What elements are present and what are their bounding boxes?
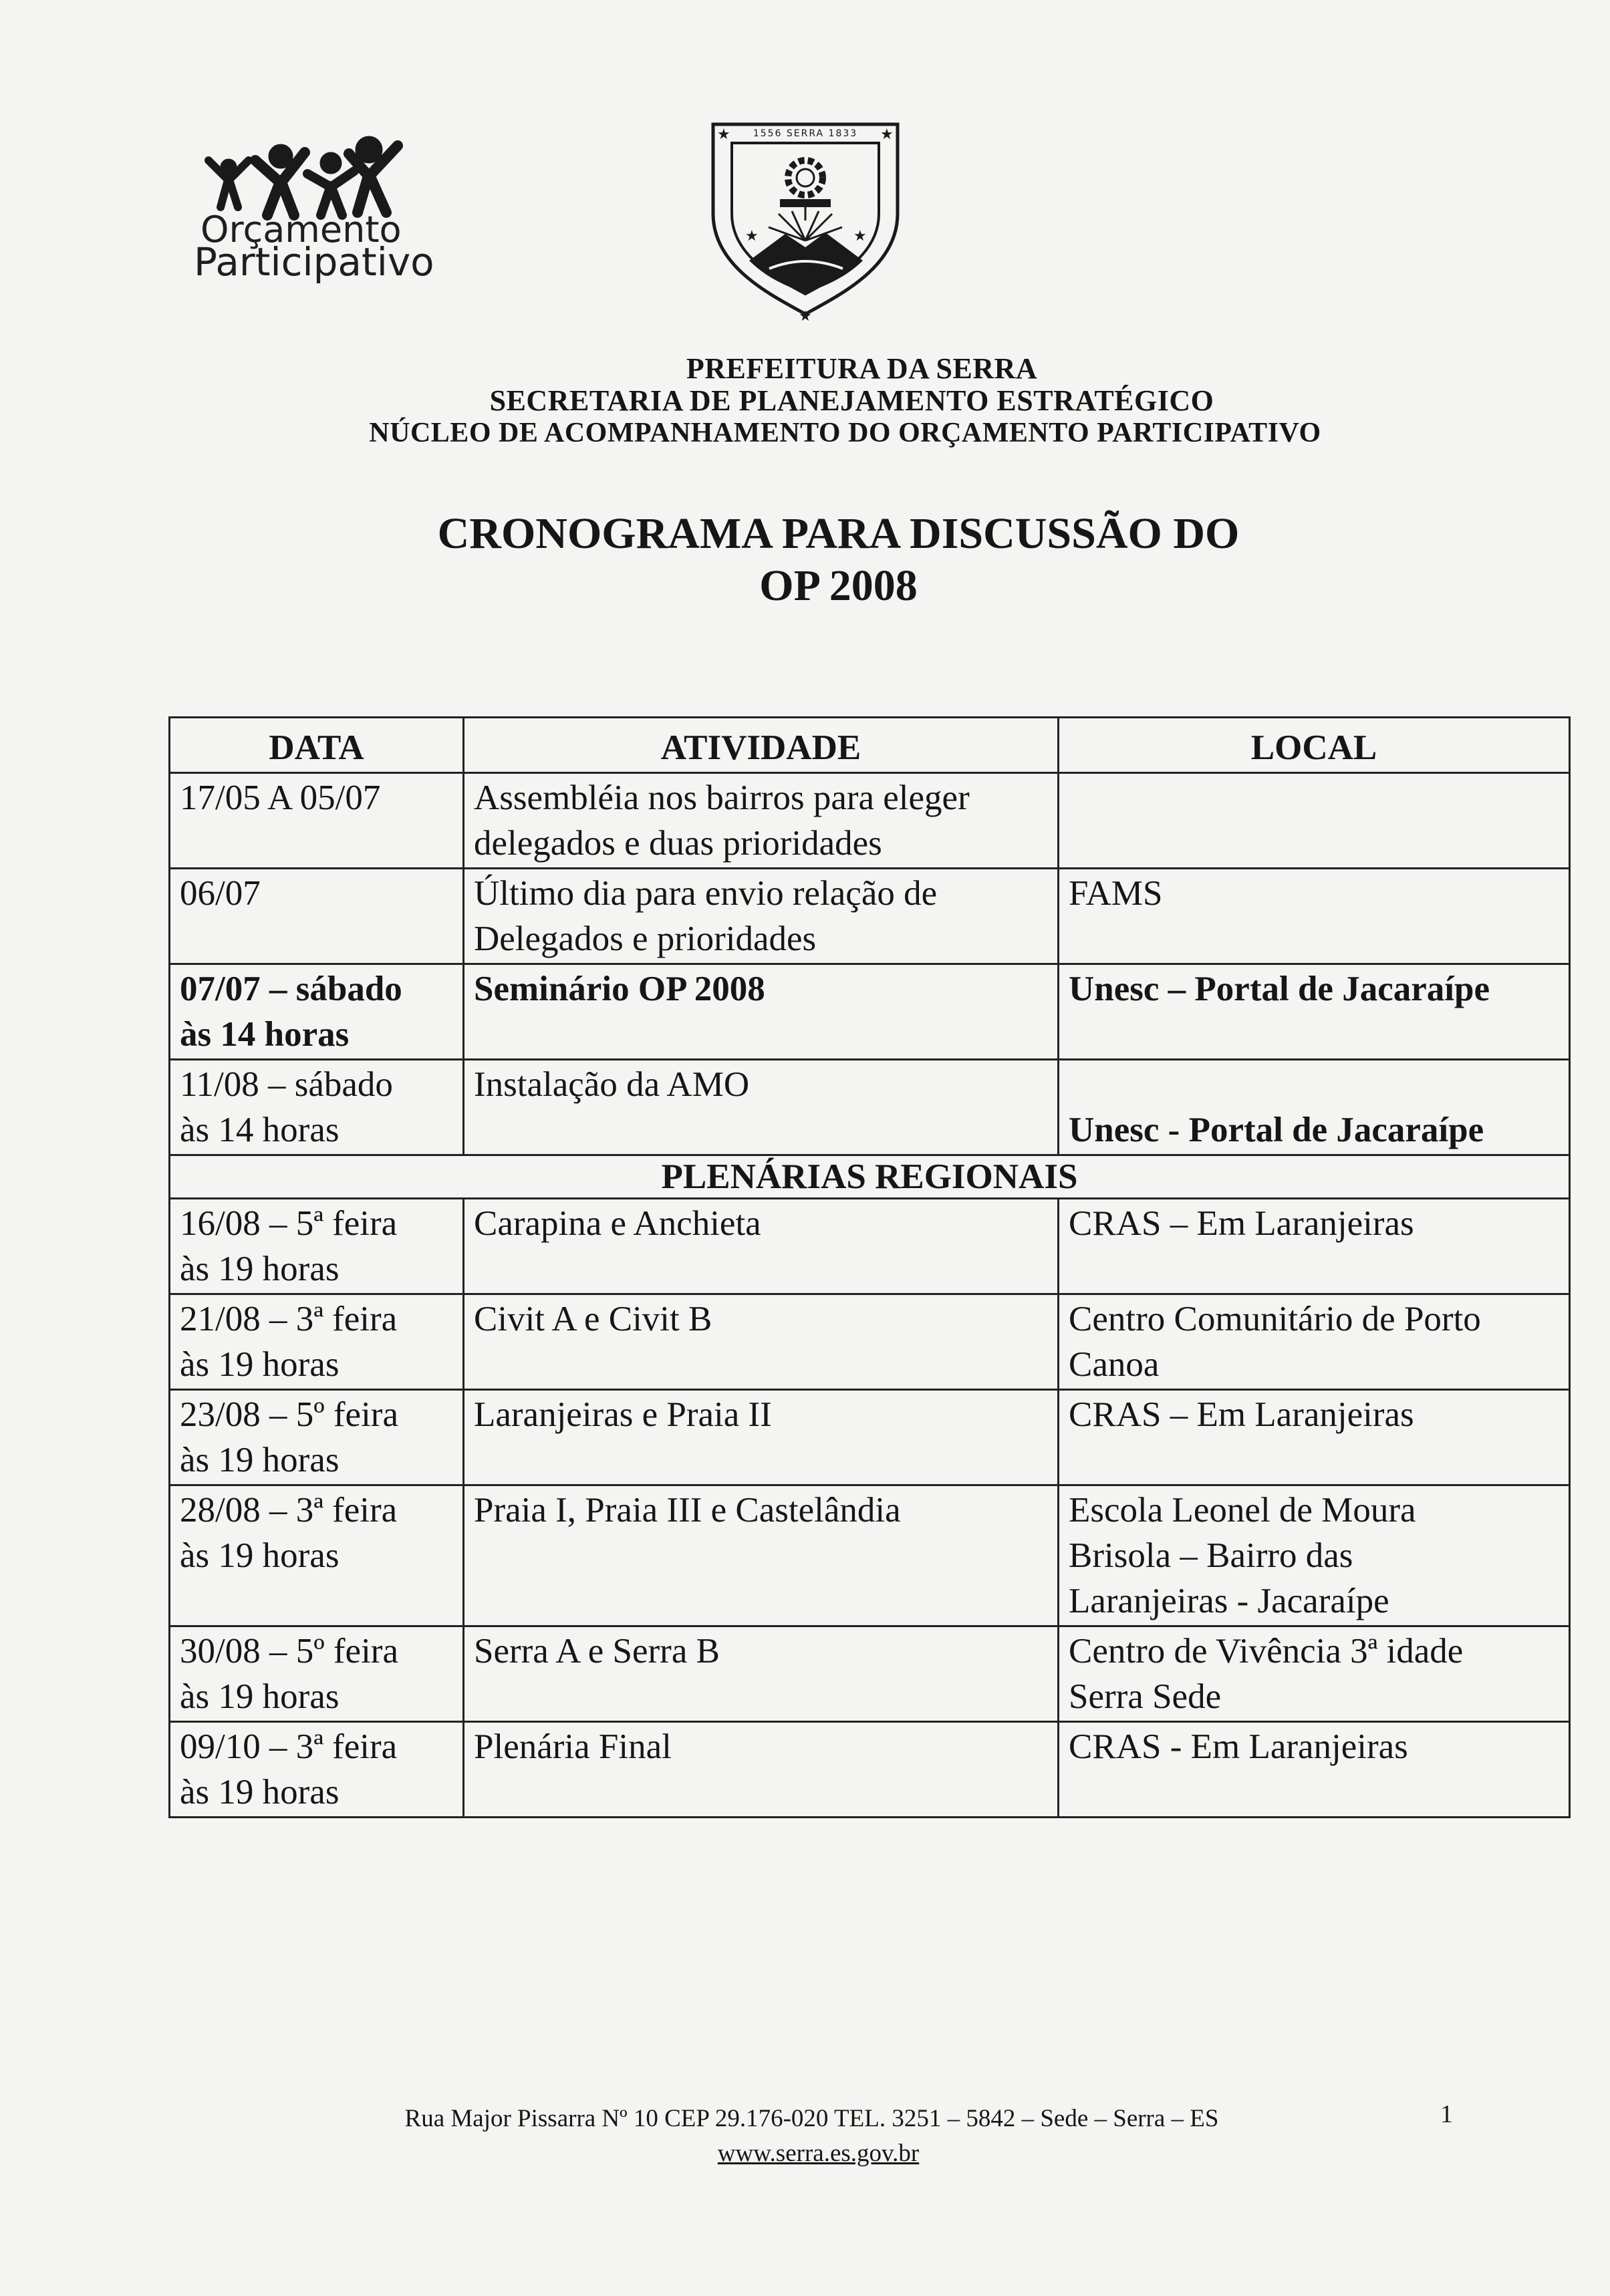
- schedule-table: [168, 716, 1571, 1818]
- title-line-2: OP 2008: [759, 561, 918, 610]
- cell-local: Escola Leonel de Moura Brisola – Bairro das Laranjeiras - Jacaraípe: [1059, 1485, 1570, 1626]
- orcamento-participativo-logo: [194, 134, 448, 287]
- people-logo-icon: [194, 134, 448, 221]
- section-row: [170, 1155, 1570, 1199]
- cell-local: Centro de Vivência 3ª idade Serra Sede: [1059, 1626, 1570, 1722]
- header-local: LOCAL: [1059, 718, 1570, 773]
- document-title: [0, 508, 1610, 612]
- coat-of-arms-icon: [705, 120, 906, 321]
- cell-atividade: Assembléia nos bairros para eleger delegados e duas prioridades: [464, 773, 1059, 869]
- cell-data: 30/08 – 5º feira às 19 horas: [170, 1626, 464, 1722]
- cell-data: 16/08 – 5ª feira às 19 horas: [170, 1199, 464, 1294]
- header-data: DATA: [170, 718, 464, 773]
- table-row: [170, 1390, 1570, 1485]
- cell-data: 28/08 – 3ª feira às 19 horas: [170, 1485, 464, 1626]
- cell-atividade: Último dia para envio relação de Delegados e prioridades: [464, 869, 1059, 964]
- table-row: [170, 869, 1570, 964]
- cell-data: 07/07 – sábado às 14 horas: [170, 964, 464, 1060]
- logo-text-orcamento: Orçamento: [200, 208, 402, 251]
- crest-years-label: 1556 SERRA 1833: [753, 128, 858, 139]
- table-header-row: [170, 718, 1570, 773]
- cell-data: 23/08 – 5º feira às 19 horas: [170, 1390, 464, 1485]
- cell-atividade: Seminário OP 2008: [464, 964, 1059, 1060]
- cell-local: Centro Comunitário de Porto Canoa: [1059, 1294, 1570, 1390]
- cell-local: CRAS - Em Laranjeiras: [1059, 1722, 1570, 1818]
- header-nucleo: NÚCLEO DE ACOMPANHAMENTO DO ORÇAMENTO PARTICIPATIVO: [369, 418, 1321, 448]
- table-row: [170, 964, 1570, 1060]
- serra-coat-of-arms: [705, 120, 906, 321]
- svg-text:★: ★: [853, 228, 867, 245]
- title-line-1: CRONOGRAMA PARA DISCUSSÃO DO: [437, 509, 1240, 558]
- svg-text:★: ★: [880, 126, 894, 143]
- table-row: [170, 773, 1570, 869]
- cell-atividade: Instalação da AMO: [464, 1060, 1059, 1155]
- cell-data: 06/07: [170, 869, 464, 964]
- cell-local: [1059, 773, 1570, 869]
- cell-atividade: Serra A e Serra B: [464, 1626, 1059, 1722]
- table-row: [170, 1485, 1570, 1626]
- header-atividade: ATIVIDADE: [464, 718, 1059, 773]
- table-row: [170, 1722, 1570, 1818]
- cell-atividade: Civit A e Civit B: [464, 1294, 1059, 1390]
- table-row: [170, 1294, 1570, 1390]
- cell-data: 21/08 – 3ª feira às 19 horas: [170, 1294, 464, 1390]
- header-prefeitura: PREFEITURA DA SERRA: [686, 352, 1038, 385]
- footer-website-link[interactable]: www.serra.es.gov.br: [717, 2140, 920, 2167]
- cell-atividade: Carapina e Anchieta: [464, 1199, 1059, 1294]
- document-footer: [0, 2102, 1610, 2171]
- svg-text:★: ★: [799, 308, 812, 321]
- cell-atividade: Plenária Final: [464, 1722, 1059, 1818]
- cell-local: Unesc - Portal de Jacaraípe: [1059, 1060, 1570, 1155]
- cell-atividade: Praia I, Praia III e Castelândia: [464, 1485, 1059, 1626]
- table-row: [170, 1060, 1570, 1155]
- footer-address: Rua Major Pissarra Nº 10 CEP 29.176-020 TEL. 3251 – 5842 – Sede – Serra – ES: [404, 2105, 1219, 2132]
- svg-text:★: ★: [717, 126, 730, 143]
- table-row: [170, 1199, 1570, 1294]
- document-header: [0, 353, 1610, 449]
- cell-data: 11/08 – sábado às 14 horas: [170, 1060, 464, 1155]
- page-number: 1: [1440, 2100, 1453, 2128]
- section-plenarias-regionais: PLENÁRIAS REGIONAIS: [170, 1155, 1570, 1199]
- header-secretaria: SECRETARIA DE PLANEJAMENTO ESTRATÉGICO: [489, 384, 1214, 417]
- cell-local: Unesc – Portal de Jacaraípe: [1059, 964, 1570, 1060]
- table-row: [170, 1626, 1570, 1722]
- cell-local: CRAS – Em Laranjeiras: [1059, 1199, 1570, 1294]
- cell-data: 17/05 A 05/07: [170, 773, 464, 869]
- svg-text:★: ★: [745, 228, 759, 245]
- cell-local: CRAS – Em Laranjeiras: [1059, 1390, 1570, 1485]
- cell-local: FAMS: [1059, 869, 1570, 964]
- cell-atividade: Laranjeiras e Praia II: [464, 1390, 1059, 1485]
- cell-data: 09/10 – 3ª feira às 19 horas: [170, 1722, 464, 1818]
- logo-text-participativo: Participativo: [194, 239, 434, 285]
